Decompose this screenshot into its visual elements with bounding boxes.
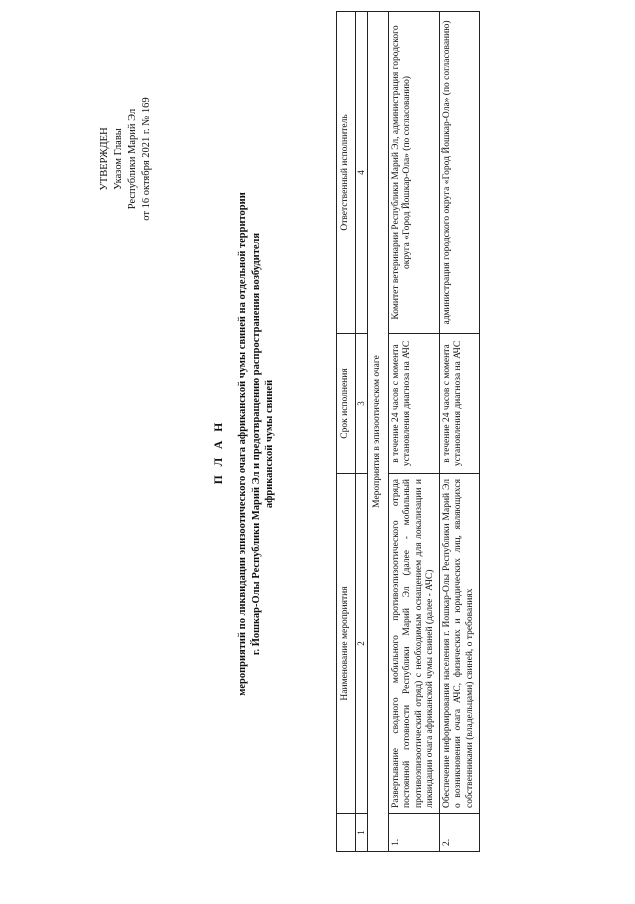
- column-number-row: [356, 12, 368, 852]
- row-description-text: Обеспечение информирования населения г. Йошкар-Олы Республики Марий Эл о возникновении очага АЧС, физических и юридических лиц, являющихся собственниками (владельцами) свиней, о требованиях: [441, 479, 476, 808]
- header-cell-executor: Ответственный исполнитель: [337, 12, 356, 334]
- row-term: в течение 24 часов с момента установления диагноза на АЧС: [388, 334, 439, 474]
- row-executor: Комитет ветеринарии Республики Марий Эл, администрация городского округа «Город Йошкар-Ола» (по согласованию): [388, 12, 439, 334]
- row-term: в течение 24 часов с момента установления диагноза на АЧС: [439, 334, 479, 474]
- section-title: Мероприятия в эпизоотическом очаге: [368, 12, 389, 852]
- approval-line: Республики Марий Эл: [126, 108, 138, 210]
- column-number: 4: [356, 12, 368, 334]
- header-cell-measure: Наименование мероприятия: [337, 474, 356, 814]
- table-row: [439, 12, 479, 852]
- subtitle-line: африканской чумы свиней: [264, 379, 276, 509]
- column-number: 3: [356, 334, 368, 474]
- approval-line: от 16 октября 2021 г. № 169: [140, 97, 152, 221]
- subtitle-line: мероприятий по ликвидации эпизоотического очага африканской чумы свиней на отдельной территории: [237, 192, 248, 696]
- table-row: [388, 12, 439, 852]
- plan-title: П Л А Н: [213, 419, 225, 485]
- approval-stamp: [98, 54, 153, 264]
- row-number: 2.: [439, 814, 479, 852]
- plan-subtitle: [236, 164, 277, 724]
- table-header-row: [337, 12, 356, 852]
- column-number: 1: [356, 814, 368, 852]
- approval-line: Указом Главы: [112, 128, 124, 190]
- row-description: [439, 474, 479, 814]
- header-cell-term: Срок исполнения: [337, 334, 356, 474]
- row-executor: администрация городского округа «Город Йошкар-Ола» (по согласованию): [439, 12, 479, 334]
- header-cell-number: [337, 814, 356, 852]
- column-number: 2: [356, 474, 368, 814]
- section-row: [368, 12, 389, 852]
- row-number: 1.: [388, 814, 439, 852]
- approval-line: УТВЕРЖДЕН: [99, 127, 110, 191]
- subtitle-line: г. Йошкар-Олы Республики Марий Эл и предотвращению распространения возбудителя: [250, 232, 262, 656]
- plan-table: [336, 11, 480, 852]
- row-description: Развертывание сводного мобильного противоэпизоотического отряда постоянной готовности Республики Марий Эл (далее - мобильный противоэпизоотический отряд) с необходимым оснащением для локализации и ликвидации очага африканской чумы свиней (далее - АЧС): [388, 474, 439, 814]
